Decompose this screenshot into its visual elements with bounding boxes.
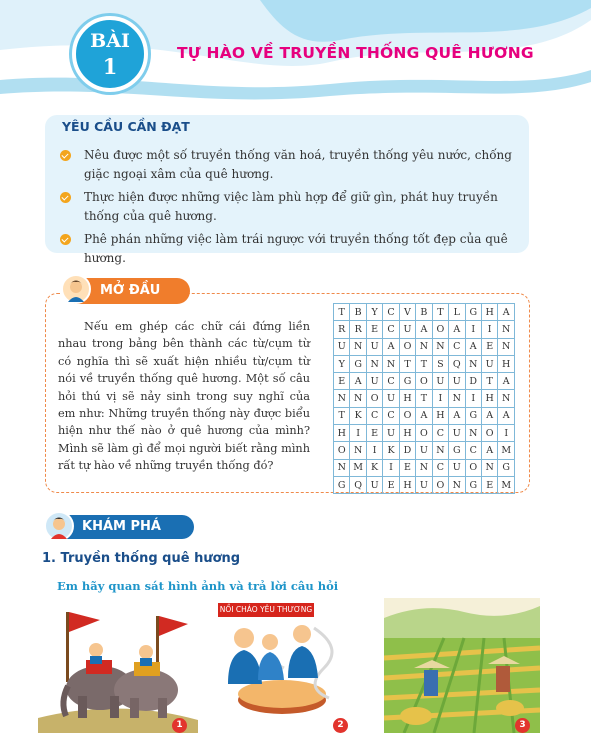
grid-cell: G: [399, 373, 415, 390]
grid-cell: C: [432, 459, 448, 476]
section-instruction: Em hãy quan sát hình ảnh và trả lời câu hỏi: [57, 579, 339, 593]
grid-cell: I: [465, 390, 481, 407]
grid-cell: I: [481, 321, 497, 338]
grid-cell: C: [383, 304, 399, 321]
grid-cell: A: [449, 407, 465, 424]
grid-cell: N: [416, 338, 432, 355]
requirement-text: Thực hiện được những việc làm phù hợp để giữ gìn, phát huy truyền thống của quê hương.: [84, 190, 498, 223]
image-number-badge: 1: [172, 718, 187, 733]
grid-cell: M: [498, 476, 515, 493]
cooking-illustration: [204, 598, 362, 733]
grid-cell: N: [383, 355, 399, 372]
requirement-text: Phê phán những việc làm trái ngược với truyền thống tốt đẹp của quê hương.: [84, 232, 508, 265]
grid-cell: C: [383, 407, 399, 424]
grid-cell: A: [416, 407, 432, 424]
grid-cell: U: [416, 476, 432, 493]
grid-cell: N: [449, 390, 465, 407]
grid-cell: Y: [334, 355, 350, 372]
grid-cell: D: [465, 373, 481, 390]
grid-cell: U: [334, 338, 350, 355]
grid-cell: N: [416, 459, 432, 476]
grid-cell: N: [334, 459, 350, 476]
grid-row: [334, 425, 515, 442]
grid-cell: I: [366, 442, 382, 459]
grid-cell: C: [465, 442, 481, 459]
grid-cell: G: [350, 355, 366, 372]
grid-cell: E: [334, 373, 350, 390]
requirements-title: YÊU CẦU CẦN ĐẠT: [62, 119, 190, 134]
check-bullet-icon: [60, 234, 71, 245]
grid-cell: E: [383, 476, 399, 493]
grid-cell: I: [498, 425, 515, 442]
lesson-title: TỰ HÀO VỀ TRUYỀN THỐNG QUÊ HƯƠNG: [177, 44, 534, 62]
grid-cell: A: [498, 407, 515, 424]
grid-cell: C: [432, 425, 448, 442]
grid-cell: N: [449, 476, 465, 493]
grid-cell: H: [432, 407, 448, 424]
opening-label: MỞ ĐẦU: [100, 283, 161, 298]
grid-row: [334, 355, 515, 372]
grid-cell: E: [481, 338, 497, 355]
requirement-item: [60, 146, 520, 184]
grid-cell: H: [399, 476, 415, 493]
check-bullet-icon: [60, 192, 71, 203]
grid-cell: N: [465, 355, 481, 372]
grid-cell: K: [350, 407, 366, 424]
grid-cell: A: [465, 338, 481, 355]
grid-cell: N: [432, 338, 448, 355]
grid-cell: N: [350, 442, 366, 459]
opening-text: Nếu em ghép các chữ cái đứng liền nhau trong bảng bên thành các từ/cụm từ có nghĩa thì sẽ xuất hiện nhiều từ/cụm từ nói về truyền thống quê hương. Một số câu hỏi thú vị sẽ nảy sinh trong suy nghĩ của em như: Những truyền thống này được biểu hiện như thế nào ở quê hương của mình? Mình sẽ làm gì để mọi người biết rằng mình rất tự hào về những truyền thống đó?: [58, 320, 310, 473]
grid-cell: L: [449, 304, 465, 321]
grid-cell: O: [334, 442, 350, 459]
explore-label: KHÁM PHÁ: [82, 519, 161, 534]
grid-cell: U: [449, 425, 465, 442]
grid-cell: E: [399, 459, 415, 476]
grid-cell: A: [498, 304, 515, 321]
grid-cell: B: [416, 304, 432, 321]
grid-cell: O: [481, 425, 497, 442]
grid-cell: O: [399, 338, 415, 355]
grid-cell: U: [383, 425, 399, 442]
grid-cell: G: [498, 459, 515, 476]
section-title: 1. Truyền thống quê hương: [42, 551, 241, 566]
grid-cell: N: [481, 459, 497, 476]
grid-cell: R: [350, 321, 366, 338]
check-bullet-icon: [60, 150, 71, 161]
grid-cell: A: [449, 321, 465, 338]
grid-cell: N: [366, 355, 382, 372]
grid-cell: G: [465, 304, 481, 321]
grid-cell: T: [334, 304, 350, 321]
grid-cell: I: [432, 390, 448, 407]
grid-cell: U: [366, 476, 382, 493]
grid-cell: O: [399, 407, 415, 424]
grid-cell: G: [465, 407, 481, 424]
grid-cell: E: [366, 321, 382, 338]
grid-cell: K: [383, 442, 399, 459]
grid-row: [334, 459, 515, 476]
grid-cell: V: [399, 304, 415, 321]
explorer-avatar-icon: [44, 511, 74, 541]
grid-cell: N: [350, 338, 366, 355]
grid-cell: E: [366, 425, 382, 442]
cooking-banner: NỒI CHÁO YÊU THƯƠNG: [218, 603, 314, 617]
grid-cell: T: [416, 355, 432, 372]
grid-cell: T: [334, 407, 350, 424]
grid-cell: H: [481, 390, 497, 407]
grid-cell: S: [432, 355, 448, 372]
grid-cell: N: [465, 425, 481, 442]
grid-row: [334, 338, 515, 355]
grid-cell: D: [399, 442, 415, 459]
grid-cell: Q: [449, 355, 465, 372]
grid-cell: O: [432, 476, 448, 493]
grid-row: [334, 476, 515, 493]
grid-cell: T: [416, 390, 432, 407]
grid-cell: T: [432, 304, 448, 321]
grid-cell: T: [481, 373, 497, 390]
grid-cell: M: [498, 442, 515, 459]
grid-cell: U: [366, 373, 382, 390]
grid-cell: E: [481, 476, 497, 493]
image-number-badge: 3: [515, 718, 530, 733]
grid-cell: A: [416, 321, 432, 338]
grid-cell: M: [350, 459, 366, 476]
grid-cell: Y: [366, 304, 382, 321]
grid-cell: Q: [350, 476, 366, 493]
requirement-item: [60, 188, 520, 226]
grid-cell: U: [449, 459, 465, 476]
grid-cell: U: [399, 321, 415, 338]
grid-cell: O: [416, 373, 432, 390]
grid-row: [334, 390, 515, 407]
grid-cell: I: [383, 459, 399, 476]
grid-cell: N: [350, 390, 366, 407]
grid-cell: O: [416, 425, 432, 442]
image-number-badge: 2: [333, 718, 348, 733]
grid-cell: C: [383, 321, 399, 338]
grid-cell: A: [383, 338, 399, 355]
grid-cell: O: [366, 390, 382, 407]
grid-cell: N: [498, 321, 515, 338]
grid-cell: U: [416, 442, 432, 459]
grid-cell: C: [383, 373, 399, 390]
requirement-item: [60, 230, 520, 268]
grid-cell: O: [465, 459, 481, 476]
grid-row: [334, 304, 515, 321]
grid-cell: N: [498, 390, 515, 407]
grid-cell: G: [465, 476, 481, 493]
grid-cell: A: [481, 407, 497, 424]
grid-cell: K: [366, 459, 382, 476]
grid-cell: I: [465, 321, 481, 338]
grid-cell: U: [432, 373, 448, 390]
grid-cell: C: [449, 338, 465, 355]
grid-cell: A: [498, 373, 515, 390]
elephant-festival-illustration: [38, 598, 198, 733]
grid-cell: A: [481, 442, 497, 459]
rice-field-illustration: [384, 598, 540, 733]
student-avatar-icon: [61, 274, 91, 304]
grid-row: [334, 407, 515, 424]
word-search-grid: [333, 303, 515, 494]
grid-cell: A: [350, 373, 366, 390]
grid-cell: R: [334, 321, 350, 338]
lesson-word: BÀI: [90, 30, 130, 52]
grid-cell: N: [432, 442, 448, 459]
grid-cell: H: [399, 390, 415, 407]
grid-cell: H: [498, 355, 515, 372]
grid-row: [334, 373, 515, 390]
grid-row: [334, 442, 515, 459]
grid-cell: O: [432, 321, 448, 338]
grid-cell: H: [399, 425, 415, 442]
grid-cell: U: [383, 390, 399, 407]
grid-cell: B: [350, 304, 366, 321]
grid-cell: T: [399, 355, 415, 372]
grid-cell: U: [366, 338, 382, 355]
grid-cell: N: [498, 338, 515, 355]
grid-cell: I: [350, 425, 366, 442]
grid-cell: U: [449, 373, 465, 390]
grid-cell: G: [449, 442, 465, 459]
requirement-text: Nêu được một số truyền thống văn hoá, truyền thống yêu nước, chống giặc ngoại xâm của quê hương.: [84, 148, 512, 181]
grid-cell: G: [334, 476, 350, 493]
grid-cell: H: [334, 425, 350, 442]
grid-cell: U: [481, 355, 497, 372]
grid-cell: C: [366, 407, 382, 424]
lesson-number: 1: [102, 54, 118, 79]
grid-cell: N: [334, 390, 350, 407]
lesson-badge: [72, 16, 148, 92]
grid-cell: H: [481, 304, 497, 321]
grid-row: [334, 321, 515, 338]
